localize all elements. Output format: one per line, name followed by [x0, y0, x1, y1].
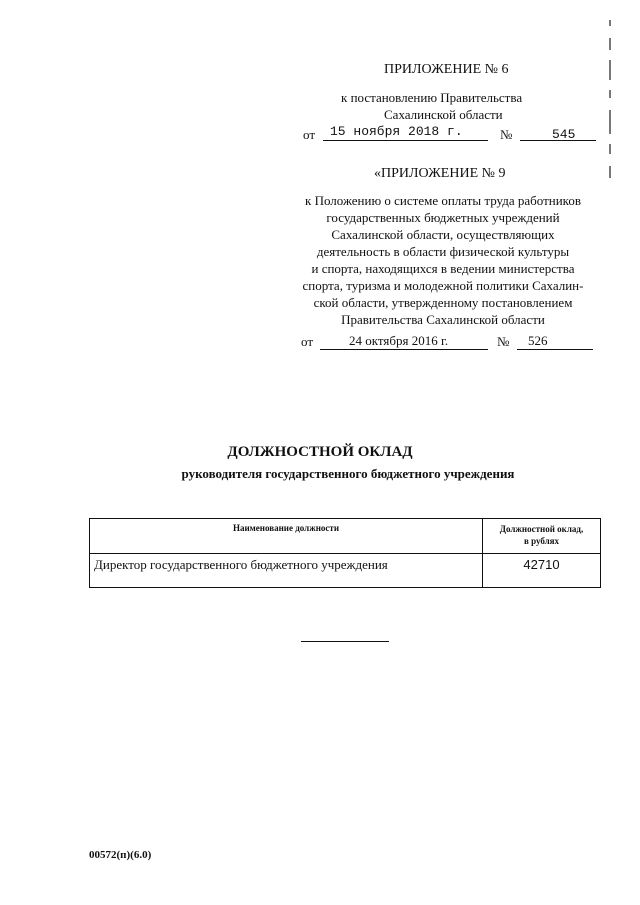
decree-date-value: 15 ноября 2018 г. — [330, 124, 463, 139]
appendix9-date-value: 24 октября 2016 г. — [349, 333, 449, 348]
date-prefix: от — [301, 334, 314, 349]
salary-cell: 42710 — [483, 554, 601, 588]
appendix9-line: Сахалинской области, осуществляющих — [331, 227, 555, 242]
number-underline — [517, 349, 593, 350]
table-row — [90, 554, 601, 588]
date-prefix: от — [303, 127, 316, 142]
region-line: Сахалинской области — [384, 107, 503, 122]
appendix9-number-value: 526 — [528, 333, 548, 348]
decree-number-value: 545 — [552, 127, 576, 142]
column-header-salary-line1: Должностной оклад, — [499, 524, 584, 534]
document-title: ДОЛЖНОСТНОЙ ОКЛАД — [227, 444, 413, 460]
appendix9-line: к Положению о системе оплаты труда работников — [305, 193, 581, 208]
appendix9-line: ской области, утвержденному постановлением — [313, 295, 573, 310]
date-underline — [320, 349, 488, 350]
appendix9-line: спорта, туризма и молодежной политики Сахалин- — [302, 278, 584, 293]
number-prefix: № — [497, 334, 510, 349]
column-header-salary — [483, 519, 601, 554]
column-header-salary-line2: в рублях — [523, 536, 560, 546]
number-prefix: № — [500, 127, 513, 142]
appendix9-line: и спорта, находящихся в ведении министерства — [311, 261, 575, 276]
appendix9-line: деятельность в области физической культуры — [316, 244, 570, 259]
end-divider — [301, 641, 389, 642]
date-underline — [323, 140, 488, 141]
appendix6-title: ПРИЛОЖЕНИЕ № 6 — [384, 62, 509, 77]
decree-line: к постановлению Правительства — [341, 90, 523, 105]
margin-scan-marks — [609, 20, 611, 180]
appendix9-description — [272, 192, 614, 328]
number-underline — [520, 140, 596, 141]
column-header-position: Наименование должности — [90, 519, 483, 554]
appendix9-line: государственных бюджетных учреждений — [326, 210, 560, 225]
document-subtitle: руководителя государственного бюджетного учреждения — [181, 466, 515, 481]
document-code: 00572(п)(6.0) — [89, 849, 152, 861]
appendix9-line: Правительства Сахалинской области — [341, 312, 545, 327]
table-header-row — [90, 519, 601, 554]
appendix9-title: «ПРИЛОЖЕНИЕ № 9 — [374, 166, 506, 181]
salary-table — [89, 518, 601, 588]
position-cell: Директор государственного бюджетного учреждения — [90, 554, 483, 588]
